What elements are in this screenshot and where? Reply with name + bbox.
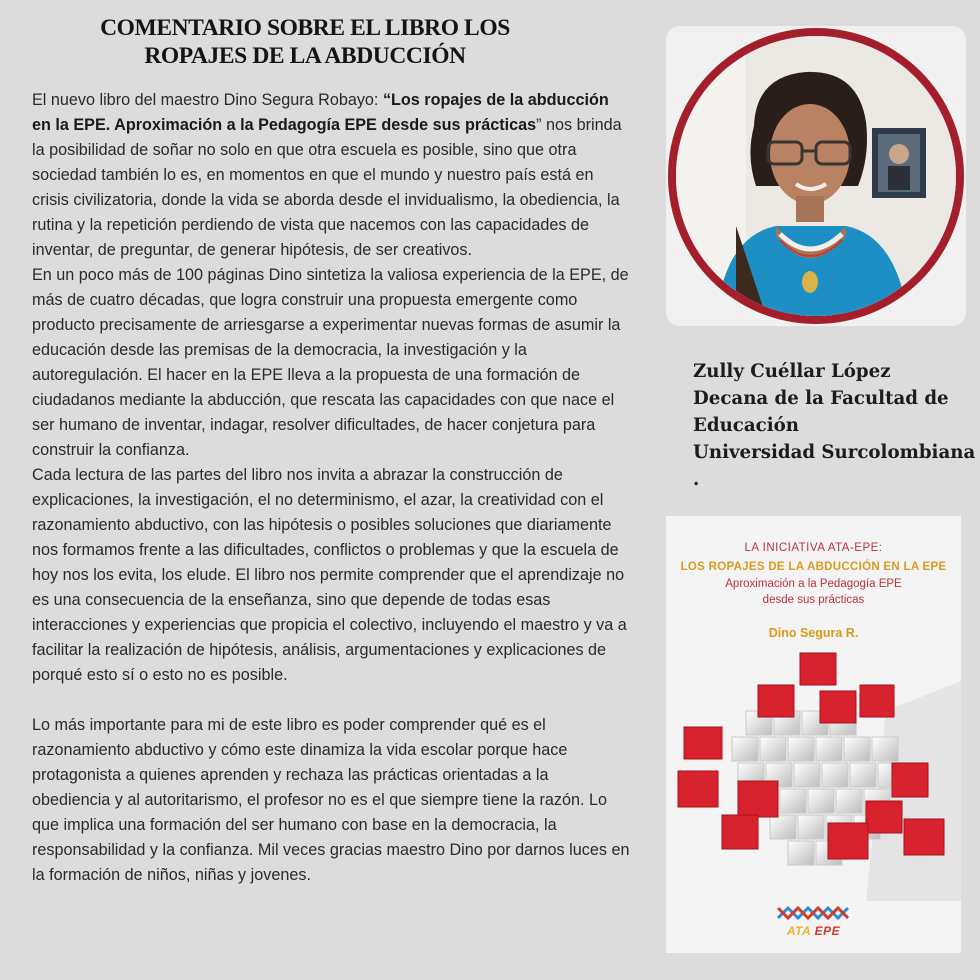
author-name: Zully Cuéllar López (693, 361, 891, 382)
portrait-illustration (676, 36, 956, 316)
ata-epe-logo-text (666, 924, 961, 938)
author-photo (676, 36, 956, 316)
author-block (693, 358, 978, 493)
title-line-1: COMENTARIO SOBRE EL LIBRO LOS (100, 15, 510, 41)
paragraph-1-intro: El nuevo libro del maestro Dino Segura Robayo: (32, 91, 383, 109)
paragraph-1-rest: ” nos brinda la posibilidad de soñar no solo en que otra escuela es posible, sino que otra sociedad también lo es, en momentos en que el mundo y nuestro país está en crisis civilizatoria, donde la vida se aborda desde el invidualismo, la obediencia, la rutina y la repetición perdiendo de vista que nacemos con las capacidades de inventar, de preguntar, de generar hipótesis, de ser creativos. (32, 116, 622, 259)
book-author: Dino Segura R. (768, 626, 859, 640)
author-trailing-dot: . (693, 469, 700, 490)
author-role-line-2: Educación (693, 415, 799, 436)
article-body (32, 88, 630, 888)
author-photo-card (666, 26, 966, 326)
book-subtitle-1: Aproximación a la Pedagogía EPE (725, 578, 902, 590)
logo-text-ata: ATA (786, 924, 811, 938)
logo-text-epe: EPE (814, 924, 841, 938)
author-role-line-1: Decana de la Facultad de (693, 388, 949, 409)
book-cover (666, 516, 961, 953)
book-series: LA INICIATIVA ATA-EPE: (744, 542, 883, 554)
title-line-2: ROPAJES DE LA ABDUCCIÓN (144, 43, 466, 69)
cube-illustration (666, 641, 961, 901)
paragraph-1 (32, 88, 630, 263)
paragraph-4: Lo más importante para mi de este libro es poder comprender qué es el razonamiento abductivo y cómo este dinamiza la vida escolar porque hace protagonista a quienes aprenden y rechaza las prácticas orientadas a la obediencia y al autoritarismo, el profesor no es el que siempre tiene la razón. Lo que implica una formación del ser humano con base en la democracia, la responsabilidad y la confianza. Mil veces gracias maestro Dino por darnos luces en la formación de niños, niñas y jovenes. (32, 716, 630, 884)
book-title: LOS ROPAJES DE LA ABDUCCIÓN EN LA EPE (680, 561, 947, 573)
book-title-bold: “Los ropajes de la abducción en la EPE. Aproximación a la Pedagogía EPE desde sus prácticas (32, 91, 609, 134)
paragraph-2: En un poco más de 100 páginas Dino sintetiza la valiosa experiencia de la EPE, de más de cuatro décadas, que logra construir una propuesta emergente como producto precisamente de arriesgarse a experimentar nuevas formas de asumir la educación desde las premisas de la democracia, la investigación y la autoregulación. El hacer en la EPE lleva a la propuesta de una formación de ciudadanos mediante la abducción, que rescata las capacidades con que nace el ser humano de inventar, indagar, resolver dificultades, de hacer conjetura para construir la confianza. (32, 266, 629, 459)
ata-epe-logo-mark (774, 904, 854, 924)
page-title (60, 14, 550, 70)
author-organization: Universidad Surcolombiana (693, 442, 976, 463)
paragraph-3: Cada lectura de las partes del libro nos invita a abrazar la construcción de explicaciones, la investigación, el no determinismo, el azar, la creatividad con el razonamiento abductivo, con las hipótesis o posibles soluciones que diariamente nos formamos frente a las dificultades, conflictos o problemas y que la escuela de hoy nos los evita, los elude. El libro nos permite comprender que el aprendizaje no es una consecuencia de la enseñanza, sino que depende de todas esas interacciones y experiencias que propicia el colectivo, incluyendo el maestro y va a facilitar la realización de hipótesis, análisis, argumentaciones y explicaciones de porqué esto sí o esto no es posible. (32, 466, 627, 684)
book-subtitle-2: desde sus prácticas (762, 594, 865, 606)
